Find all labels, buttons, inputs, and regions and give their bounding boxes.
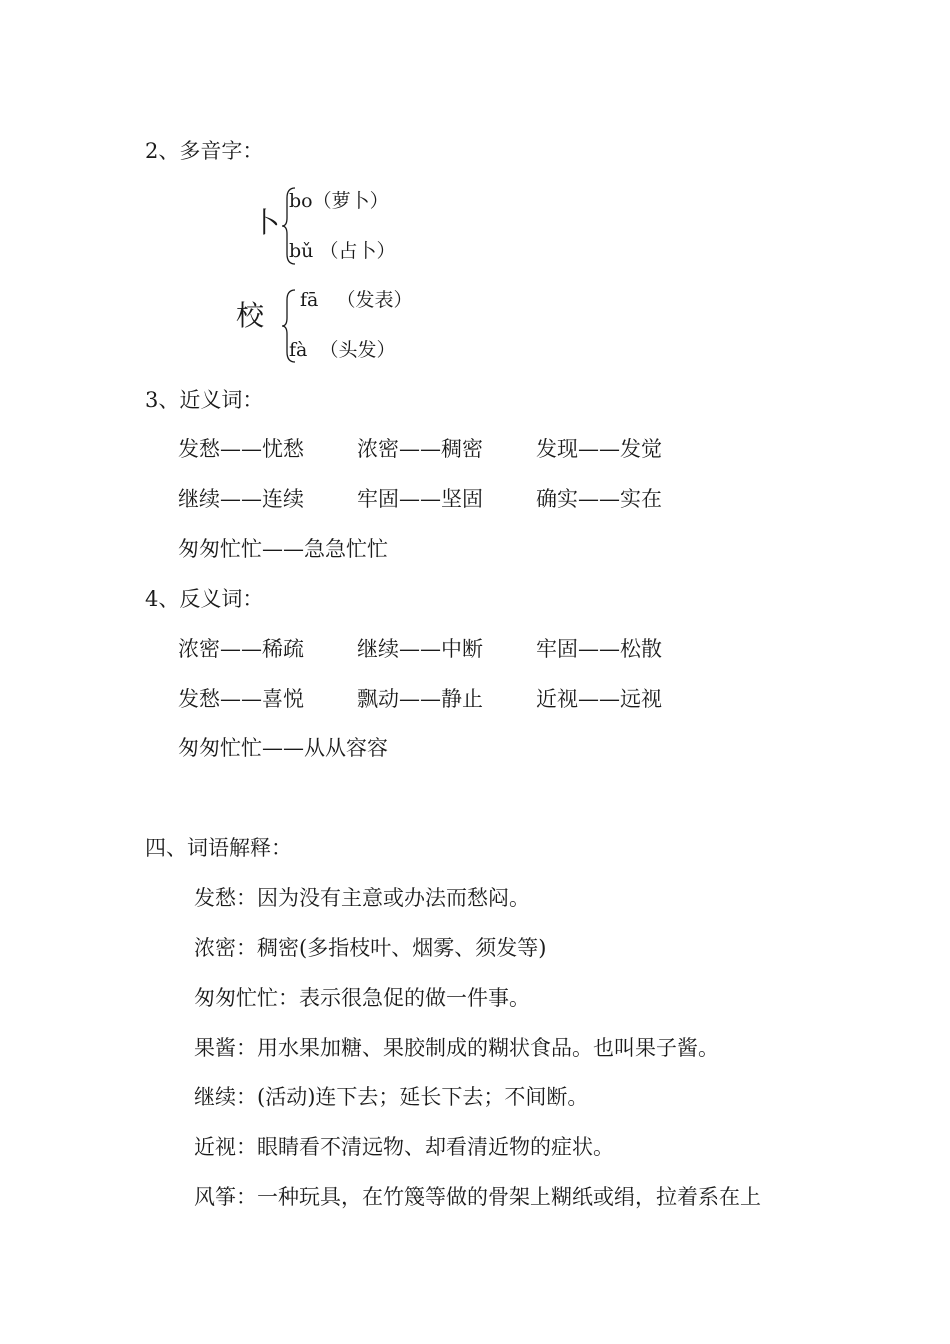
pinyin: bo [289, 190, 313, 212]
reading-2-2 [289, 338, 395, 362]
example-word: （萝卜） [312, 190, 389, 212]
synonym-item: 发现——发觉 [536, 437, 662, 461]
section-4-title: 4、反义词： [145, 587, 264, 611]
definition-item: 匆匆忙忙：表示很急促的做一件事。 [194, 986, 530, 1010]
polyphone-char-1: 卜 [252, 206, 281, 239]
example-word: （发表） [336, 289, 413, 311]
example-word: （头发） [319, 339, 396, 361]
definition-item: 发愁：因为没有主意或办法而愁闷。 [194, 886, 530, 910]
synonym-item: 牢固——坚固 [357, 487, 483, 511]
section-explain-title: 四、词语解释： [145, 836, 292, 860]
definition-item: 果酱：用水果加糖、果胶制成的糊状食品。也叫果子酱。 [194, 1036, 719, 1060]
synonym-item: 匆匆忙忙——急急忙忙 [178, 537, 388, 561]
antonym-item: 发愁——喜悦 [178, 687, 304, 711]
antonym-item: 牢固——松散 [536, 637, 662, 661]
pinyin: fà [289, 339, 308, 361]
definition-item: 风筝：一种玩具，在竹篾等做的骨架上糊纸或绢，拉着系在上 [194, 1185, 761, 1209]
reading-1-2 [289, 239, 395, 263]
synonym-item: 确实——实在 [536, 487, 662, 511]
definition-item: 浓密：稠密(多指枝叶、烟雾、须发等) [194, 936, 547, 960]
antonym-item: 近视——远视 [536, 687, 662, 711]
antonym-item: 继续——中断 [357, 637, 483, 661]
antonym-item: 匆匆忙忙——从从容容 [178, 736, 388, 760]
example-word: （占卜） [319, 240, 396, 262]
polyphone-char-2: 校 [236, 299, 265, 332]
reading-1-1 [289, 189, 389, 213]
section-2-title: 2、多音字： [145, 139, 264, 163]
definition-item: 近视：眼睛看不清远物、却看清近物的症状。 [194, 1135, 614, 1159]
synonym-item: 继续——连续 [178, 487, 304, 511]
synonym-item: 发愁——忧愁 [178, 437, 304, 461]
pinyin: fā [300, 289, 319, 311]
section-3-title: 3、近义词： [145, 388, 264, 412]
synonym-item: 浓密——稠密 [357, 437, 483, 461]
definition-item: 继续：(活动)连下去；延长下去；不间断。 [194, 1085, 589, 1109]
antonym-item: 浓密——稀疏 [178, 637, 304, 661]
pinyin: bǔ [289, 240, 314, 262]
reading-2-1 [300, 288, 413, 312]
antonym-item: 飘动——静止 [357, 687, 483, 711]
